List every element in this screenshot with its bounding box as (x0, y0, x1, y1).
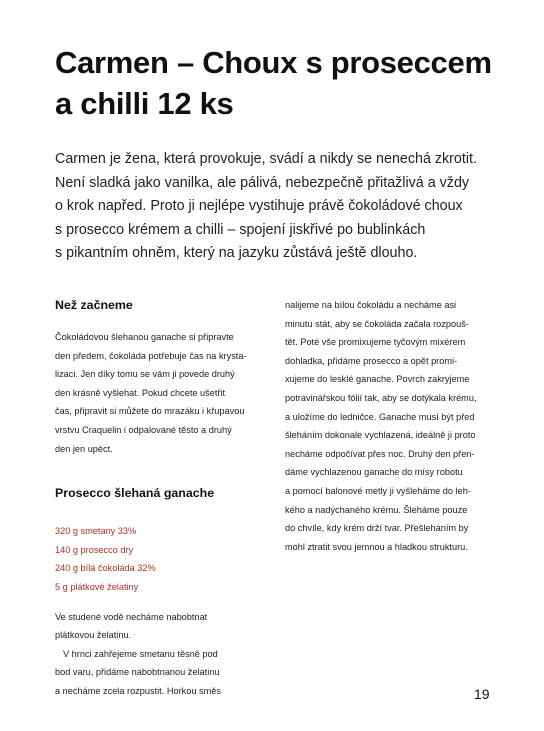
paragraph-line: kého a nadýchaného krému. Šleháme pouze (285, 504, 468, 515)
section-heading-ganache: Prosecco šlehaná ganache (55, 486, 215, 501)
page-title (55, 42, 515, 124)
right-column (285, 296, 485, 556)
paragraph-line: xujeme do lesklé ganache. Povrch zakryjeme (285, 374, 470, 385)
paragraph-line: V hrnci zahřejeme smetanu těsně pod (63, 648, 218, 659)
ingredient-item: 240 g bílá čokoláda 32% (55, 563, 156, 574)
paragraph-line: čas, připravit si můžete do mrazáku i křupavou (55, 406, 245, 417)
paragraph-line: mohl ztratit svou jemnou a hladkou strukturu. (285, 541, 468, 552)
paragraph-line: vrstvu Craquelin i odpalované těsto a druhý (55, 424, 232, 435)
paragraph-line: nalijeme na bílou čokoládu a necháme asi (285, 300, 457, 310)
paragraph-line: Ve studené vodě necháme nabobtnat (55, 611, 208, 622)
intro-line: o krok napřed. Proto ji nejlépe vystihuje právě čokoládové choux (55, 198, 463, 214)
heating-paragraph (55, 645, 255, 701)
paragraph-line: den krásně vyšlehat. Pokud chcete ušetřit (55, 387, 226, 398)
title-line: a chilli 12 ks (55, 86, 234, 121)
paragraph-line: dohladka, přidáme prosecco a opět promi- (285, 355, 458, 366)
paragraph-line: dáme vychlazenou ganache do mísy robotu (285, 467, 463, 478)
paragraph-line: lizaci. Jen díky tomu se vám ji povede druhý (55, 369, 235, 380)
title-line: Carmen – Choux s proseccem (55, 45, 492, 80)
gelatin-paragraph (55, 608, 255, 645)
paragraph-line: šleháním dokonale vychlazená, ideálně ji proto (285, 430, 476, 441)
ingredient-item: 140 g prosecco dry (55, 544, 134, 555)
paragraph-line: a necháme zcela rozpustit. Horkou směs (55, 685, 221, 696)
paragraph-line: bod varu, přidáme nabobtnanou želatinu (55, 667, 220, 678)
paragraph-line: den předem, čokoláda potřebuje čas na krysta- (55, 350, 247, 361)
paragraph-line: Čokoládovou šlehanou ganache si připravte (55, 332, 234, 342)
ingredient-list (55, 522, 255, 596)
ingredient-item: 320 g smetany 33% (55, 526, 137, 537)
paragraph-line: plátkovou želatinu. (55, 630, 132, 641)
intro-paragraph (55, 148, 525, 266)
paragraph-line: necháme odpočívat přes noc. Druhý den přen- (285, 448, 475, 459)
paragraph-line: a pomocí balonové metly ji vyšleháme do leh- (285, 485, 471, 496)
paragraph-line: potravinářskou fólií tak, aby se dotýkala krému, (285, 392, 477, 403)
intro-line: Carmen je žena, která provokuje, svádí a nikdy se nenechá zkrotit. (55, 151, 477, 167)
paragraph-line: a uložíme do ledničce. Ganache musí být před (285, 411, 475, 422)
paragraph-line: minutu stát, aby se čokoláda začala rozpouš- (285, 318, 469, 329)
paragraph-line: do chvíle, kdy krém drží tvar. Přešleháním by (285, 523, 469, 534)
preparation-paragraph (55, 328, 255, 458)
intro-line: s pikantním ohněm, který na jazyku zůstává ještě dlouho. (55, 245, 418, 261)
paragraph-line: den jen upéct. (55, 443, 113, 454)
paragraph-line: tět. Poté vše promixujeme tyčovým mixérem (285, 337, 466, 348)
section-heading-before-start: Než začneme (55, 298, 133, 312)
intro-line: s prosecco krémem a chilli – spojení jiskřivé po bublinkách (55, 221, 426, 238)
page-number: 19 (474, 686, 490, 702)
left-column (55, 296, 255, 701)
intro-line: Není sladká jako vanilka, ale pálivá, nebezpečně přitažlivá a vždy (55, 174, 470, 191)
ingredient-item: 5 g plátkové želatiny (55, 581, 139, 592)
